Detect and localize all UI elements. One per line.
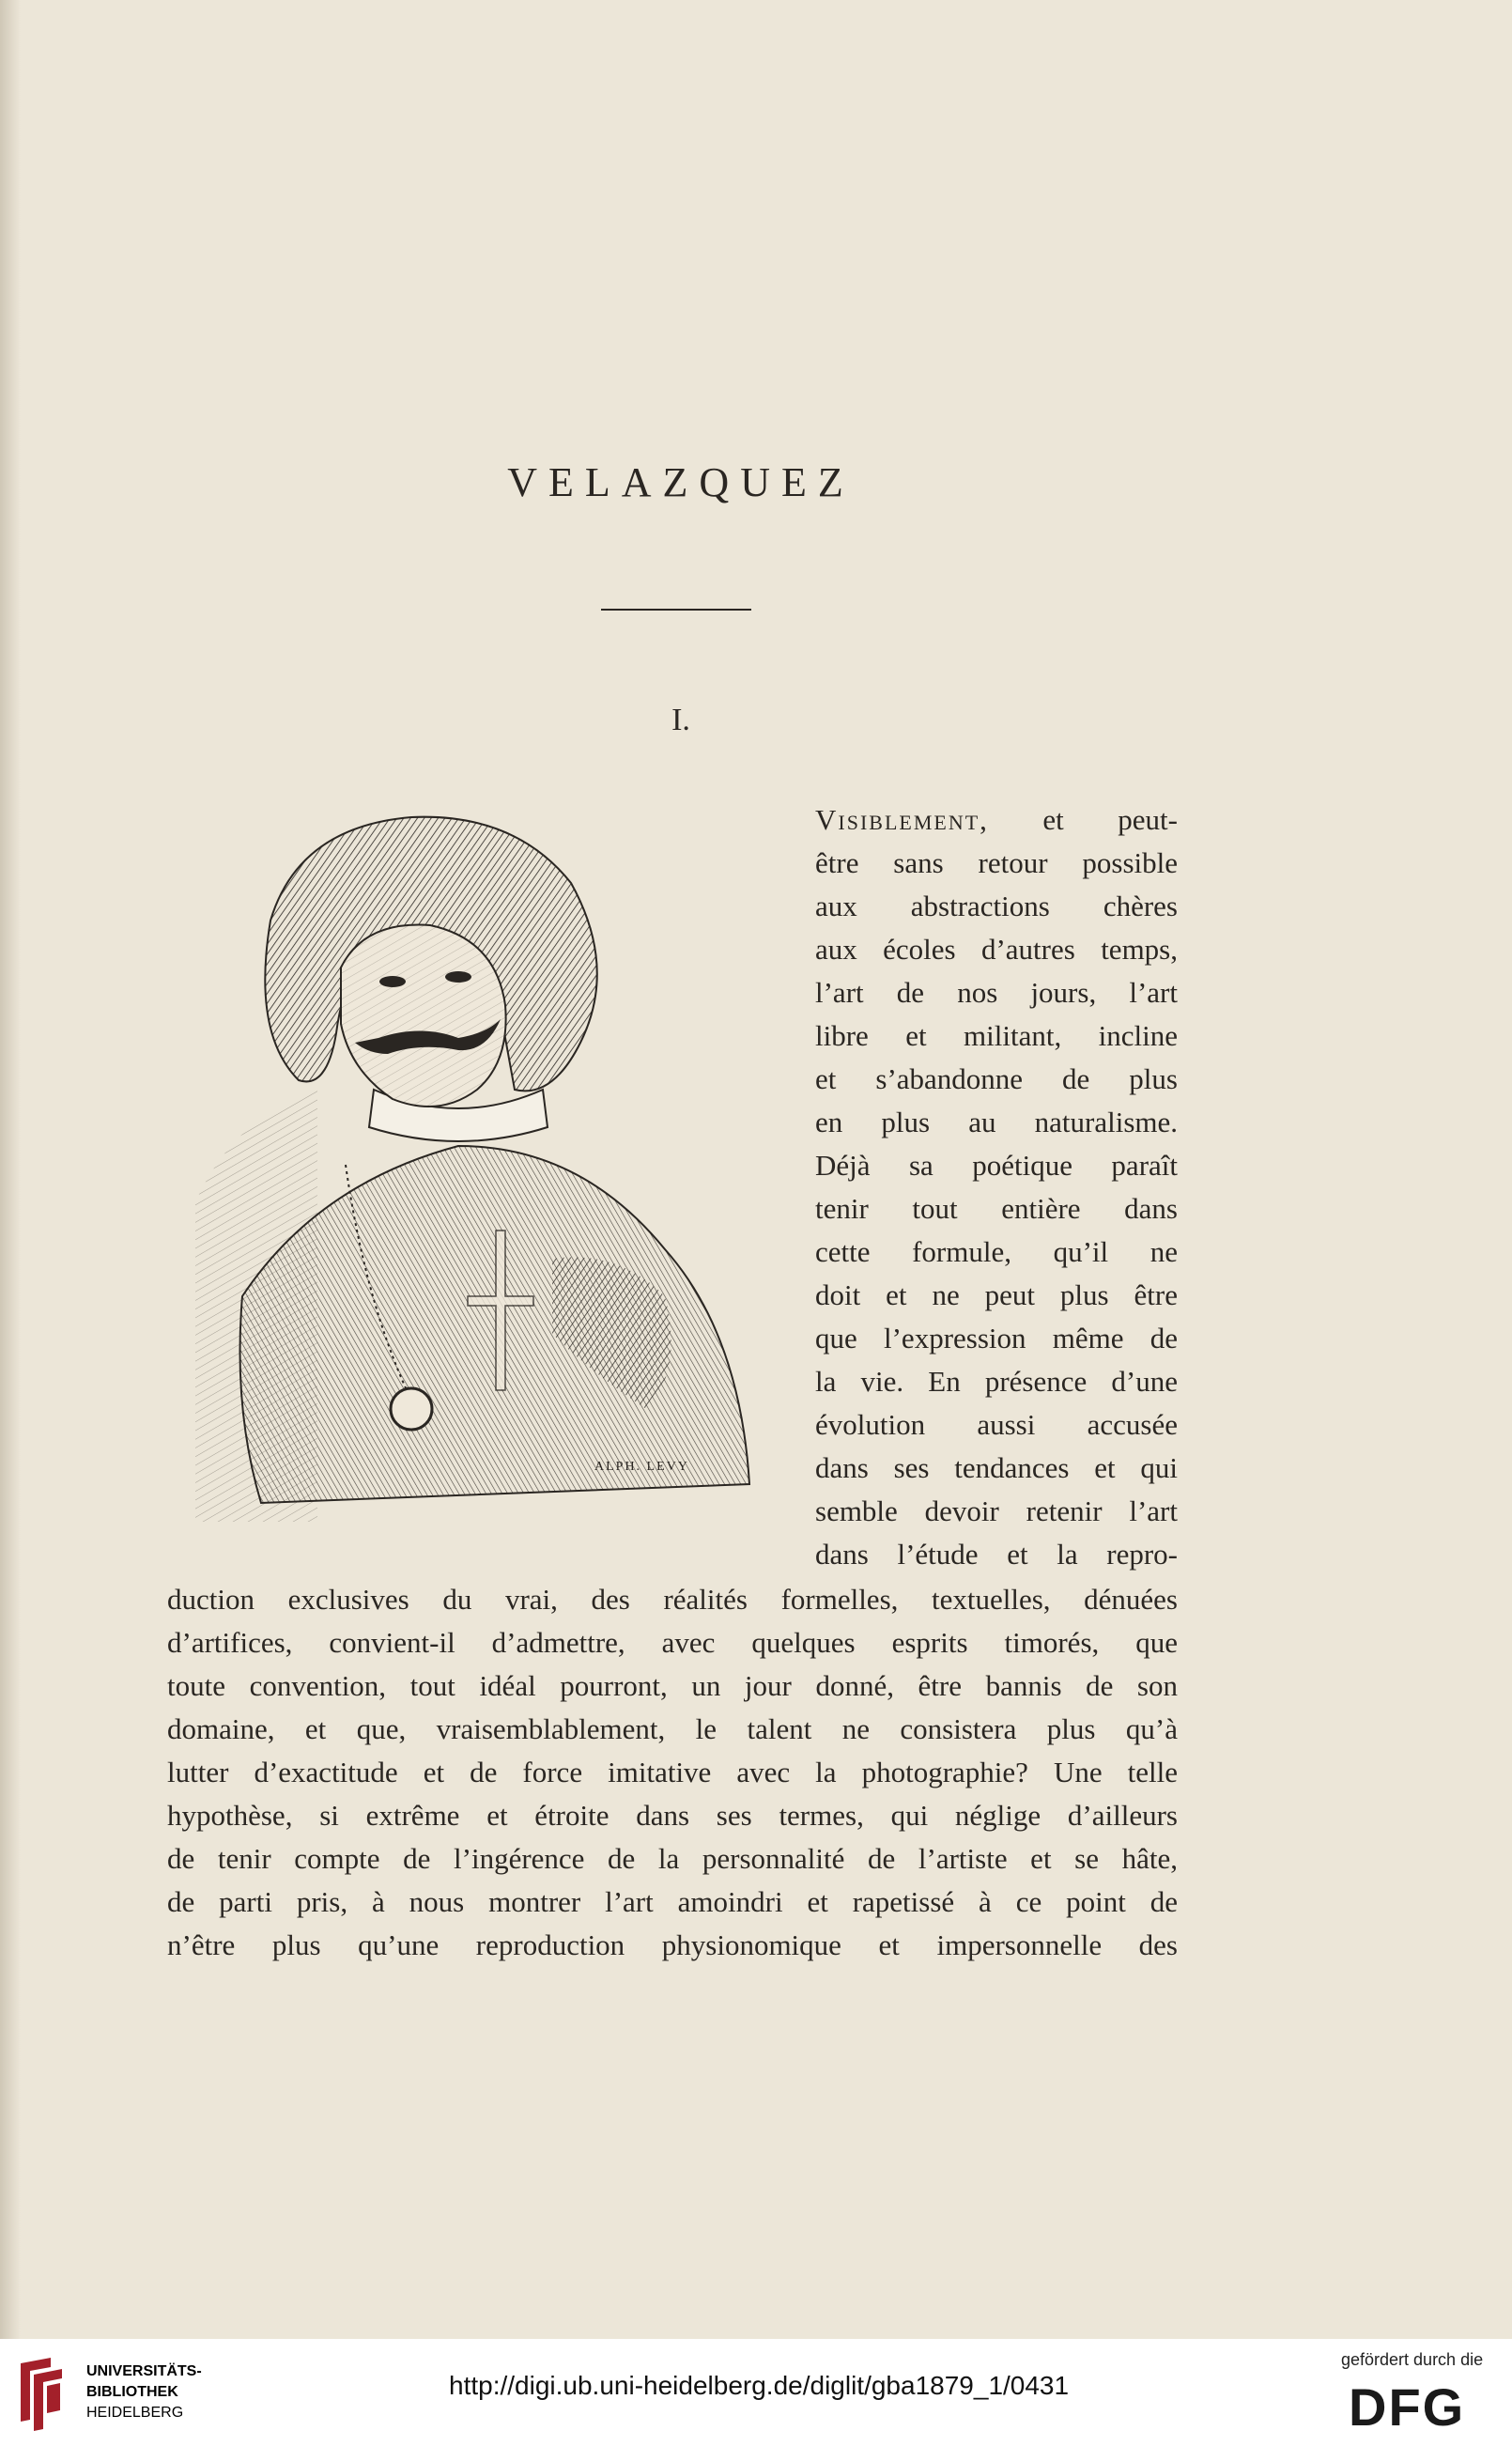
text-line: en plus au naturalisme. bbox=[815, 1106, 1178, 1138]
text-line: et s’abandonne de plus bbox=[815, 1062, 1178, 1095]
text-line: doit et ne peut plus être bbox=[815, 1278, 1178, 1311]
dropcap-word: Visiblement, bbox=[815, 803, 989, 836]
page-title: VELAZQUEZ bbox=[507, 459, 855, 505]
text-line: être sans retour possible bbox=[815, 846, 1178, 879]
text-line: de parti pris, à nous montrer l’art amoindri et rapetissé à ce point de bbox=[167, 1885, 1178, 1918]
text-line: toute convention, tout idéal pourront, un jour donné, être bannis de son bbox=[167, 1669, 1178, 1702]
text-line: de tenir compte de l’ingérence de la personnalité de l’artiste et se hâte, bbox=[167, 1842, 1178, 1875]
text-line: dans ses tendances et qui bbox=[815, 1451, 1178, 1484]
funding-label: gefördert durch die bbox=[1341, 2350, 1484, 2369]
text-line: duction exclusives du vrai, des réalités formelles, textuelles, dénuées bbox=[167, 1583, 1178, 1616]
permalink-url[interactable]: http://digi.ub.uni-heidelberg.de/diglit/gba1879_1/0431 bbox=[449, 2371, 1070, 2400]
library-name: UNIVERSITÄTS- BIBLIOTHEK HEIDELBERG bbox=[86, 2363, 202, 2421]
engraver-signature: ALPH. LEVY bbox=[594, 1460, 689, 1474]
text-line: lutter d’exactitude et de force imitative avec la photographie? Une telle bbox=[167, 1756, 1178, 1788]
text-line: Déjà sa poétique paraît bbox=[815, 1149, 1178, 1182]
svg-text:DFG: DFG bbox=[1349, 2380, 1466, 2431]
text-line: aux abstractions chères bbox=[815, 890, 1178, 922]
footer-bar bbox=[0, 2339, 1512, 2446]
text-line: la vie. En présence d’une bbox=[815, 1365, 1178, 1398]
title-divider bbox=[601, 609, 751, 611]
text-column-right bbox=[815, 798, 1178, 1576]
text-line: domaine, et que, vraisemblablement, le talent ne consistera plus qu’à bbox=[167, 1712, 1178, 1745]
text-line: évolution aussi accusée bbox=[815, 1408, 1178, 1441]
chapter-number: I. bbox=[671, 703, 690, 737]
text-line: tenir tout entière dans bbox=[815, 1192, 1178, 1225]
page-edge bbox=[0, 0, 21, 2339]
text-line: semble devoir retenir l’art bbox=[815, 1494, 1178, 1527]
dfg-logo-icon bbox=[1349, 2380, 1489, 2431]
portrait-engraving bbox=[177, 808, 778, 1559]
text-line: cette formule, qu’il ne bbox=[815, 1235, 1178, 1268]
text-line: d’artifices, convient-il d’admettre, avec quelques esprits timorés, que bbox=[167, 1626, 1178, 1659]
text-line: l’art de nos jours, l’art bbox=[815, 976, 1178, 1009]
text-body-full-width bbox=[167, 1578, 1178, 1967]
text-line: aux écoles d’autres temps, bbox=[815, 933, 1178, 966]
text-line: Visiblement, et peut- bbox=[815, 803, 1178, 836]
text-line: que l’expression même de bbox=[815, 1322, 1178, 1355]
text-line: libre et militant, incline bbox=[815, 1019, 1178, 1052]
university-library-logo-icon bbox=[13, 2354, 69, 2433]
text-line: hypothèse, si extrême et étroite dans ses termes, qui néglige d’ailleurs bbox=[167, 1799, 1178, 1832]
text-line: dans l’étude et la repro- bbox=[815, 1538, 1178, 1571]
text-line: n’être plus qu’une reproduction physionomique et impersonnelle des bbox=[167, 1928, 1178, 1961]
